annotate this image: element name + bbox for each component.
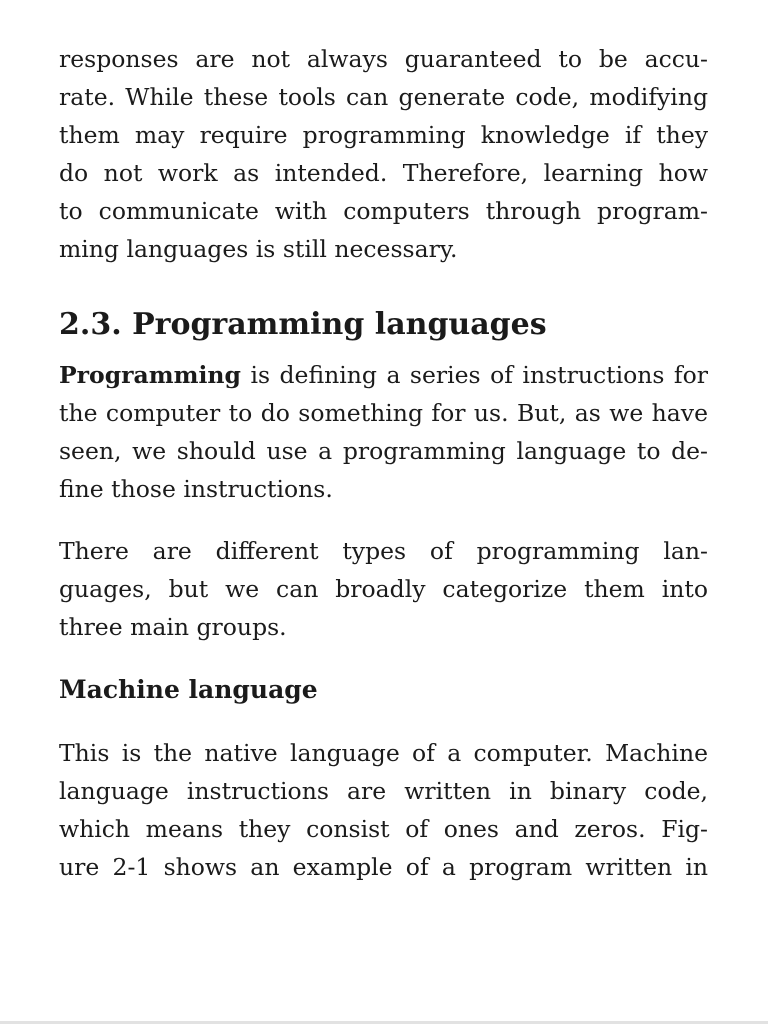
text-line: ure 2-1 shows an example of a program written in xyxy=(59,853,708,881)
text-line: ming languages is still necessary. xyxy=(59,235,458,263)
paragraph-programming-definition xyxy=(59,356,708,508)
text-fragment: is defining a series of instructions for xyxy=(240,361,708,389)
text-line: three main groups. xyxy=(59,613,287,641)
text-line: guages, but we can broadly categorize them into xyxy=(59,575,708,603)
paragraph-language-types xyxy=(59,532,708,646)
text-line: This is the native language of a computer. Machine xyxy=(59,739,708,767)
text-line: There are different types of programming lan- xyxy=(59,537,708,565)
section-heading: 2.3. Programming languages xyxy=(59,307,547,342)
text-line: responses are not always guaranteed to be accu- xyxy=(59,45,708,73)
subsection-heading: Machine language xyxy=(59,675,318,704)
paragraph-intro xyxy=(59,40,708,268)
text-line: to communicate with computers through program- xyxy=(59,197,708,225)
text-line: seen, we should use a programming language to de- xyxy=(59,437,708,465)
bold-term-programming: Programming xyxy=(59,361,241,389)
text-line: which means they consist of ones and zeros. Fig- xyxy=(59,815,708,843)
text-line xyxy=(59,356,708,394)
text-line: language instructions are written in binary code, xyxy=(59,777,708,805)
text-line: rate. While these tools can generate code, modifying xyxy=(59,83,708,111)
text-line: them may require programming knowledge if they xyxy=(59,121,708,149)
text-line: do not work as intended. Therefore, learning how xyxy=(59,159,708,187)
text-line: the computer to do something for us. But, as we have xyxy=(59,399,708,427)
paragraph-machine-language xyxy=(59,734,708,886)
text-line: fine those instructions. xyxy=(59,475,333,503)
